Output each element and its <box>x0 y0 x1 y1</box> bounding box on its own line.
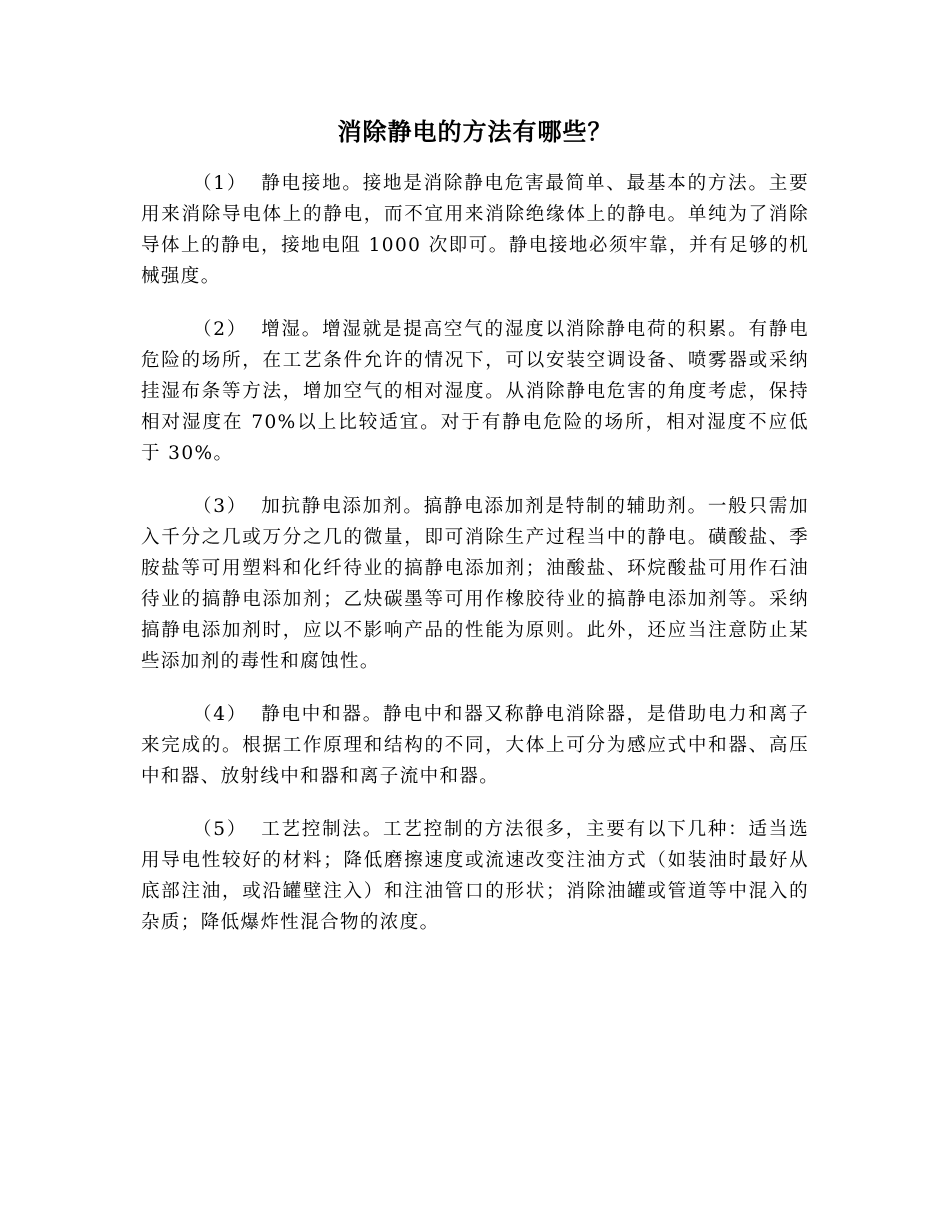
paragraph-number: （1） <box>193 173 248 194</box>
paragraph-number: （5） <box>193 819 248 840</box>
paragraph-3 <box>141 491 809 677</box>
document-body <box>141 168 809 960</box>
paragraph-text: 静电中和器。静电中和器又称静电消除器，是借助电力和离子来完成的。根据工作原理和结构的不同，大体上可分为感应式中和器、高压中和器、放射线中和器和离子流中和器。 <box>141 704 809 787</box>
paragraph-5 <box>141 814 809 938</box>
paragraph-1 <box>141 168 809 292</box>
paragraph-text: 加抗静电添加剂。搞静电添加剂是特制的辅助剂。一般只需加入千分之几或万分之几的微量，即可消除生产过程当中的静电。磺酸盐、季胺盐等可用塑料和化纤待业的搞静电添加剂；油酸盐、环烷酸盐可用作石油待业的搞静电添加剂；乙炔碳墨等可用作橡胶待业的搞静电添加剂等。采纳搞静电添加剂时，应以不影响产品的性能为原则。此外，还应当注意防止某些添加剂的毒性和腐蚀性。 <box>141 496 809 672</box>
paragraph-number: （2） <box>193 319 248 340</box>
paragraph-text: 静电接地。接地是消除静电危害最简单、最基本的方法。主要用来消除导电体上的静电，而不宜用来消除绝缘体上的静电。单纯为了消除导体上的静电，接地电阻 1000 次即可。静电接地必须牢靠，并有足够的机械强度。 <box>141 173 809 287</box>
paragraph-4 <box>141 699 809 792</box>
paragraph-number: （3） <box>193 496 248 517</box>
paragraph-2 <box>141 314 809 469</box>
paragraph-number: （4） <box>193 704 248 725</box>
paragraph-text: 增湿。增湿就是提高空气的湿度以消除静电荷的积累。有静电危险的场所，在工艺条件允许的情况下，可以安装空调设备、喷雾器或采纳挂湿布条等方法，增加空气的相对湿度。从消除静电危害的角度考虑，保持相对湿度在 70%以上比较适宜。对于有静电危险的场所，相对湿度不应低于 30%。 <box>141 319 809 464</box>
document-title: 消除静电的方法有哪些？ <box>337 117 613 146</box>
paragraph-text: 工艺控制法。工艺控制的方法很多，主要有以下几种：适当选用导电性较好的材料；降低磨擦速度或流速改变注油方式（如装油时最好从底部注油，或沿罐壁注入）和注油管口的形状；消除油罐或管道等中混入的杂质；降低爆炸性混合物的浓度。 <box>141 819 809 933</box>
